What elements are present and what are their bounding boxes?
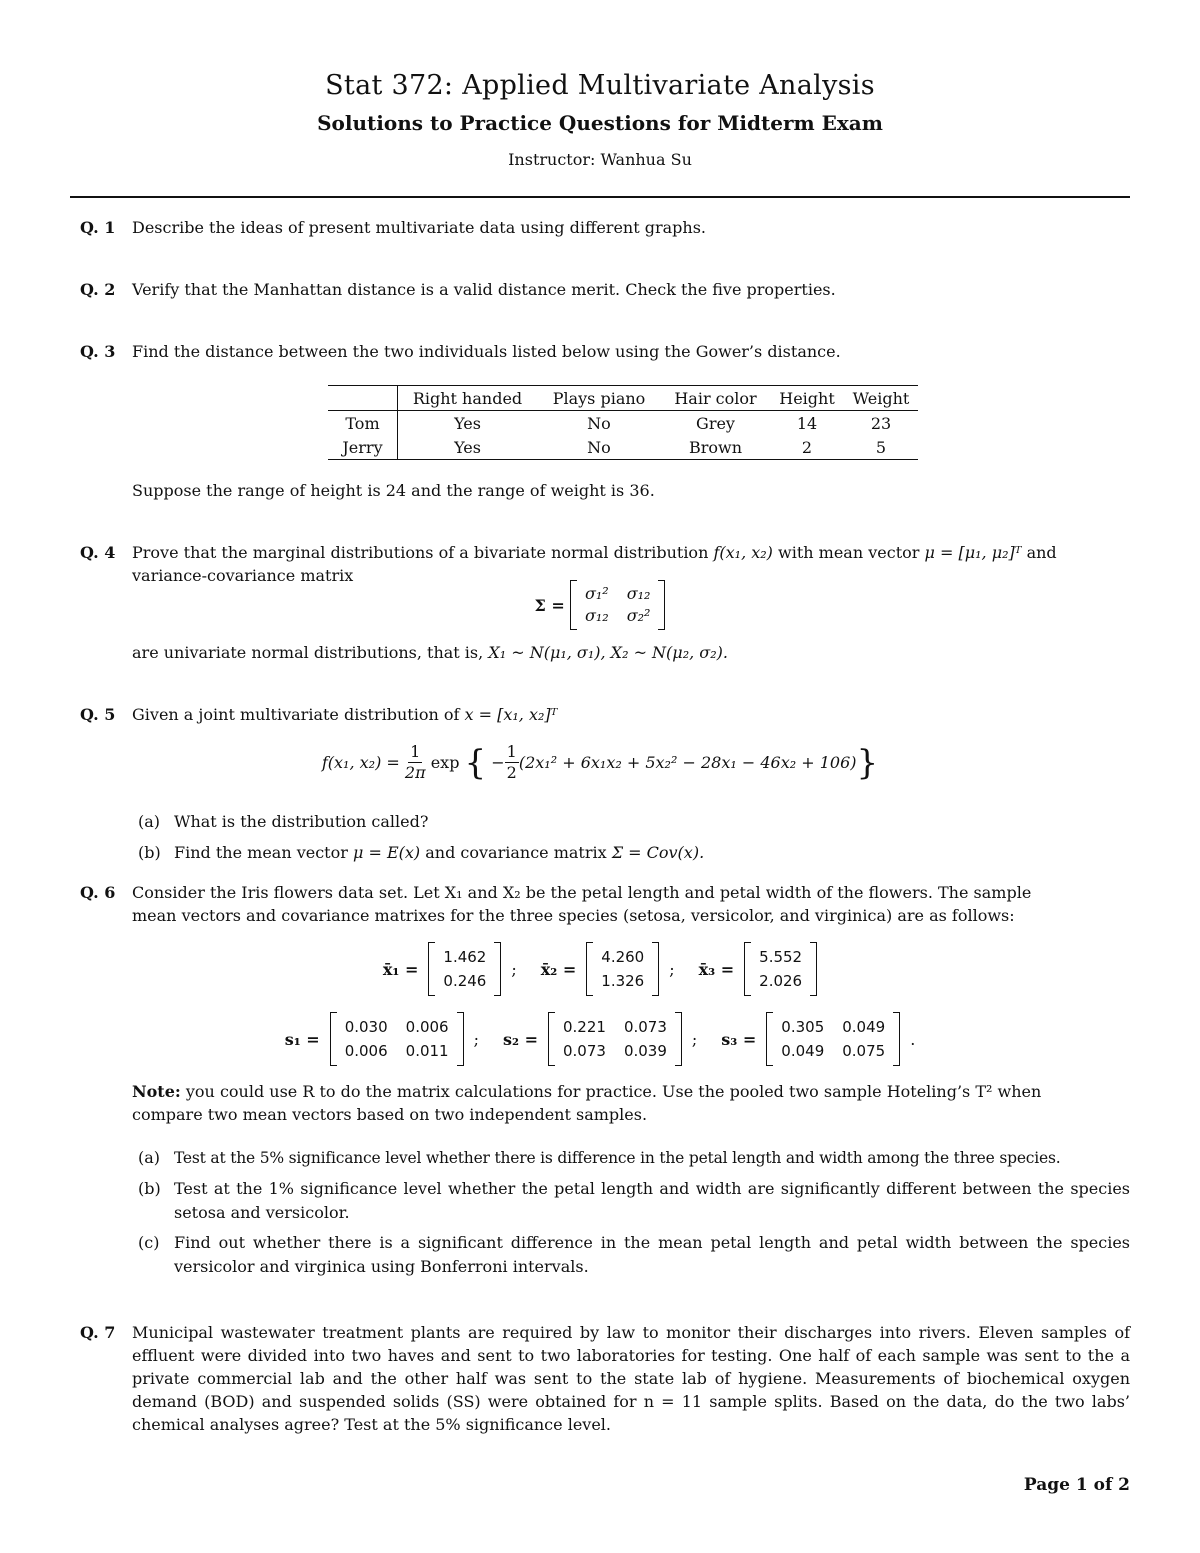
table-header-cell: Right handed	[398, 386, 538, 411]
table-cell: 5	[844, 435, 918, 460]
table-cell: Yes	[454, 413, 481, 433]
list-item	[138, 810, 1130, 834]
mean-vectors	[0, 942, 1200, 996]
item-label: (b)	[138, 1179, 161, 1198]
matrix-cell: 0.073	[563, 1042, 606, 1060]
bracket-right	[810, 942, 817, 996]
matrix-cell: 0.049	[842, 1018, 886, 1036]
sigma-equation	[0, 580, 1200, 630]
question-label: Q. 5	[80, 705, 116, 724]
table-cell: Grey	[696, 413, 735, 433]
math-expression: exp	[430, 753, 460, 772]
matrix-cell: 0.011	[405, 1042, 449, 1060]
question-label: Q. 1	[80, 218, 116, 237]
question-text-part: with mean vector	[778, 543, 920, 562]
matrix-cell: 4.260	[601, 948, 645, 966]
header-rule	[70, 196, 1130, 198]
table-row	[328, 435, 918, 460]
question-6	[80, 881, 1130, 927]
item-label: (b)	[138, 843, 161, 862]
question-text	[132, 541, 1130, 564]
matrix-cell: 0.246	[443, 972, 487, 990]
question-4-conclusion	[132, 641, 728, 664]
table-cell: 23	[870, 413, 892, 433]
fraction-denominator: 2	[506, 763, 517, 782]
density-equation: f(x₁, x₂) = $\frac{1}{2\pi}$ exp { − $\frac{1}{2}$ (2x₁² + 6x₁x₂ + 5x₂² − 28x₁ − 46x₂ + 106) }	[321, 742, 879, 783]
matrix-cell: 5.552	[759, 948, 803, 966]
question-text-part: and	[1026, 543, 1057, 562]
table-cell: 2	[770, 435, 844, 460]
question-text	[132, 703, 1130, 726]
bracket-left	[586, 942, 593, 996]
math-expression: X₁ ~ N(μ₁, σ₁), X₂ ~ N(μ₂, σ₂).	[488, 643, 728, 662]
bracket-right	[675, 1012, 682, 1066]
covariance-matrix	[766, 1012, 900, 1066]
matrix-cell: σ₁₂	[626, 584, 651, 603]
math-expression: s₂ =	[503, 1029, 538, 1049]
question-label: Q. 3	[80, 342, 116, 361]
question-text: Municipal wastewater treatment plants are required by law to monitor their discharges into rivers. Eleven samples of effluent were divided into two haves and sent to two laboratories for testing. One half of each sample was sent to the a private commercial lab and the other half was sent to the state lab of hygiene. Measurements of biochemical oxygen demand (BOD) and suspended solids (SS) were obtained for n = 11 sample splits. Based on the data, do the two labs’ chemical analyses agree? Test at the 5% significance level.	[132, 1323, 1130, 1434]
bracket-right	[658, 580, 665, 630]
instructor-line: Instructor: Wanhua Su	[508, 150, 692, 169]
question-text: Find the distance between the two individuals listed below using the Gower’s distance.	[132, 342, 841, 361]
separator: ;	[473, 1029, 479, 1049]
bracket-right	[652, 942, 659, 996]
page-title: Stat 372: Applied Multivariate Analysis	[325, 70, 875, 101]
bracket-left	[330, 1012, 337, 1066]
item-label: (a)	[138, 1148, 161, 1167]
math-expression: s₃ =	[721, 1029, 757, 1049]
matrix-cell: 0.305	[781, 1018, 825, 1036]
question-1	[80, 216, 1130, 239]
fraction	[505, 742, 519, 783]
brace-right: }	[856, 742, 879, 783]
matrix-cell: 0.075	[842, 1042, 886, 1060]
table-row	[328, 411, 918, 436]
list-item	[138, 1146, 1130, 1170]
fraction-denominator: 2π	[404, 763, 426, 782]
math-expression: x̄₁ =	[382, 959, 419, 979]
matrix-cell: 0.006	[405, 1018, 449, 1036]
separator: .	[910, 1029, 916, 1049]
question-7	[80, 1321, 1130, 1436]
question-text-part: Prove that the marginal distributions of a bivariate normal distribution	[132, 543, 709, 562]
covariance-matrices	[0, 1012, 1200, 1066]
question-5	[80, 703, 1130, 726]
matrix-cell: 2.026	[759, 972, 803, 990]
item-text-part: Find the mean vector	[174, 843, 348, 862]
question-text: Verify that the Manhattan distance is a valid distance merit. Check the five properties.	[132, 280, 836, 299]
table-cell: 14	[796, 413, 818, 433]
fraction	[405, 742, 426, 783]
item-text: Test at the 1% significance level whether the petal length and width are significantly different between the species setosa and versicolor.	[174, 1179, 1130, 1222]
matrix-cell: 0.030	[344, 1018, 388, 1036]
matrix-cell: 0.039	[623, 1042, 667, 1060]
item-text: What is the distribution called?	[174, 812, 429, 831]
matrix-cell: 1.326	[601, 972, 645, 990]
table-cell: Jerry	[328, 435, 398, 460]
table-header-row	[328, 386, 918, 411]
bracket-right	[457, 1012, 464, 1066]
question-label: Q. 4	[80, 543, 116, 562]
math-expression: Σ =	[534, 595, 565, 615]
question-6-note	[132, 1080, 1130, 1126]
covariance-matrix	[548, 1012, 682, 1066]
table-header-cell: Plays piano	[537, 386, 661, 411]
item-label: (a)	[138, 812, 161, 831]
bracket-right	[893, 1012, 900, 1066]
math-expression: f(x₁, x₂)	[713, 543, 773, 562]
list-item	[138, 841, 1130, 865]
note-text: you could use R to do the matrix calculations for practice. Use the pooled two sample Hoteling’s T² when	[185, 1082, 1042, 1101]
list-item	[138, 1177, 1130, 1225]
item-text: Test at the 5% significance level whether there is difference in the petal length and width among the three species.	[174, 1149, 1061, 1167]
covariance-matrix	[330, 1012, 464, 1066]
matrix-cell: 0.006	[344, 1042, 388, 1060]
matrix-cell: σ₁²	[584, 584, 609, 603]
table-cell: Tom	[328, 411, 398, 436]
math-expression: f(x₁, x₂) =	[321, 753, 400, 772]
matrix-cell: 0.049	[781, 1042, 825, 1060]
question-label: Q. 7	[80, 1323, 116, 1342]
question-text-line2: variance-covariance matrix	[132, 566, 354, 585]
math-expression: x̄₂ =	[540, 959, 577, 979]
item-text-part: and covariance matrix	[425, 843, 607, 862]
page-number: Page 1 of 2	[1023, 1475, 1130, 1495]
mean-vector	[428, 942, 501, 996]
bracket-left	[428, 942, 435, 996]
bracket-left	[570, 580, 577, 630]
separator: ;	[691, 1029, 698, 1049]
item-text: Find out whether there is a significant difference in the mean petal length and petal width between the species versicolor and virginica using Bonferroni intervals.	[174, 1233, 1130, 1276]
question-text: Describe the ideas of present multivariate data using different graphs.	[132, 218, 706, 237]
bracket-left	[766, 1012, 773, 1066]
math-expression: s₁ =	[284, 1029, 320, 1049]
mean-vector	[586, 942, 659, 996]
question-3-note: Suppose the range of height is 24 and the range of weight is 36.	[132, 481, 655, 500]
question-3	[80, 340, 1130, 363]
matrix-cell: σ₂²	[626, 606, 651, 625]
question-2	[80, 278, 1130, 301]
bracket-left	[548, 1012, 555, 1066]
question-text-line2: mean vectors and covariance matrixes for the three species (setosa, versicolor, and virginica) are as follows:	[132, 906, 1015, 925]
matrix-cell: σ₁₂	[584, 606, 609, 625]
table-header-cell: Height	[770, 386, 844, 411]
math-expression: μ = E(x)	[352, 843, 421, 862]
table-cell: Brown	[661, 435, 770, 460]
math-expression: (2x₁² + 6x₁x₂ + 5x₂² − 28x₁ − 46x₂ + 106)	[518, 753, 857, 772]
brace-left: {	[464, 742, 487, 783]
table-cell: No	[587, 413, 611, 433]
mean-vector	[744, 942, 817, 996]
gower-table-wrap	[328, 385, 918, 460]
separator: ;	[511, 959, 517, 979]
math-expression: μ = [μ₁, μ₂]ᵀ	[924, 543, 1022, 562]
gower-table	[328, 385, 918, 460]
note-text: compare two mean vectors based on two independent samples.	[132, 1105, 648, 1124]
fraction-numerator: 1	[410, 742, 421, 761]
bracket-right	[494, 942, 501, 996]
list-item	[138, 1231, 1130, 1279]
math-expression: x = [x₁, x₂]ᵀ	[464, 705, 558, 724]
separator: ;	[669, 959, 675, 979]
table-header-cell	[328, 386, 398, 411]
matrix-cell: 0.221	[563, 1018, 606, 1036]
question-text-part: are univariate normal distributions, that is,	[132, 643, 484, 662]
item-label: (c)	[138, 1233, 160, 1252]
math-expression: Σ = Cov(x).	[611, 843, 705, 862]
note-label: Note:	[132, 1082, 181, 1101]
fraction-numerator: 1	[506, 742, 517, 761]
table-header-cell: Weight	[844, 386, 918, 411]
matrix-cell: 1.462	[443, 948, 487, 966]
question-label: Q. 2	[80, 280, 116, 299]
question-label: Q. 6	[80, 883, 116, 902]
question-text-line1: Consider the Iris flowers data set. Let X₁ and X₂ be the petal length and petal width of the flowers. The sample	[132, 883, 1032, 902]
item-text	[174, 841, 1130, 865]
table-header-cell: Hair color	[661, 386, 770, 411]
matrix-cell: 0.073	[623, 1018, 667, 1036]
math-expression: x̄₃ =	[698, 959, 735, 979]
page-subtitle: Solutions to Practice Questions for Midterm Exam	[317, 111, 883, 135]
question-text-part: Given a joint multivariate distribution of	[132, 705, 460, 724]
table-cell: No	[537, 435, 661, 460]
sigma-matrix	[570, 580, 666, 630]
bracket-left	[744, 942, 751, 996]
table-cell: Yes	[398, 435, 538, 460]
